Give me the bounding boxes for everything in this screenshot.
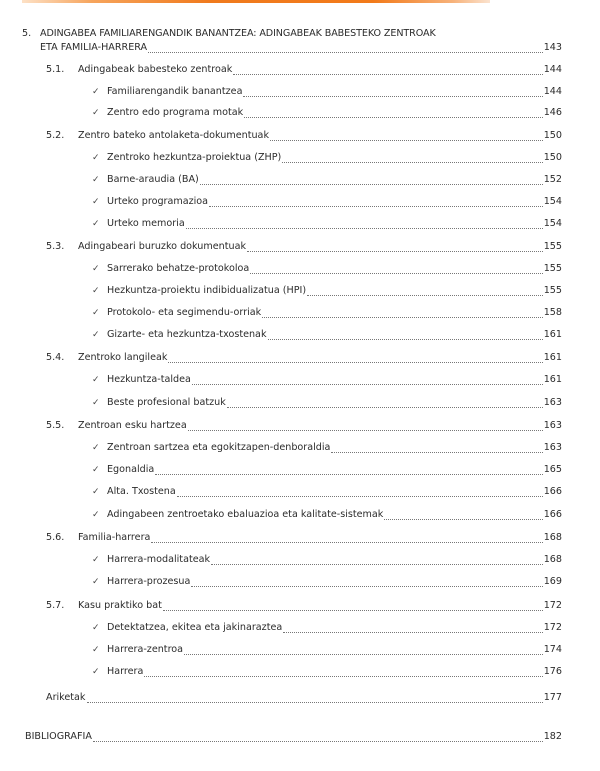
toc-section[interactable] [0,350,600,366]
entry-label: Zentroan sartzea eta egokitzapen-denboraldia [107,442,331,453]
toc-subsection[interactable] [0,552,600,568]
entry-label: Harrera-zentroa [107,644,184,655]
page-number: 165 [543,464,562,475]
entry-label: Egonaldia [107,464,155,475]
page-number: 155 [543,263,562,274]
checkmark-icon: ✓ [92,623,100,633]
entry-label: Zentroan esku hartzea [78,420,187,431]
toc-subsection[interactable] [0,507,600,523]
dot-leader [268,339,543,340]
checkmark-icon: ✓ [92,398,100,408]
page-number: 144 [543,64,562,75]
dot-leader [200,184,543,185]
section-number: 5.7. [46,600,65,611]
toc-section[interactable] [0,598,600,614]
page-number: 174 [543,644,562,655]
checkmark-icon: ✓ [92,510,100,520]
entry-label: Zentro edo programa motak [107,107,244,118]
dot-leader [209,206,543,207]
entry-label: Sarrerako behatze-protokoloa [107,263,250,274]
toc-section[interactable] [0,239,600,255]
dot-leader [186,228,543,229]
page-number: 166 [543,486,562,497]
toc-subsection[interactable] [0,261,600,277]
page-number: 163 [543,397,562,408]
toc-subsection[interactable] [0,283,600,299]
checkmark-icon: ✓ [92,197,100,207]
checkmark-icon: ✓ [92,443,100,453]
checkmark-icon: ✓ [92,308,100,318]
page-number: 158 [543,307,562,318]
page-number: 163 [543,442,562,453]
checkmark-icon: ✓ [92,108,100,118]
page-number: 163 [543,420,562,431]
page-number: 177 [543,692,562,703]
checkmark-icon: ✓ [92,375,100,385]
dot-leader [191,586,542,587]
entry-label: BIBLIOGRAFIA [25,731,92,742]
checkmark-icon: ✓ [92,286,100,296]
chapter-heading-line2[interactable] [0,40,600,56]
checkmark-icon: ✓ [92,645,100,655]
page-number: 154 [543,196,562,207]
dot-leader [144,676,542,677]
toc-subsection[interactable] [0,664,600,680]
entry-label: Adingabeak babesteko zentroak [78,64,233,75]
page-number: 169 [543,576,562,587]
toc-subsection[interactable] [0,462,600,478]
section-number: 5.3. [46,241,65,252]
dot-leader [163,610,543,611]
entry-label: Zentroko hezkuntza-proiektua (ZHP) [107,152,282,163]
entry-label: Zentro bateko antolaketa-dokumentuak [78,130,269,141]
toc-section[interactable] [0,128,600,144]
entry-label: Familiarengandik banantzea [107,86,243,97]
dot-leader [184,654,543,655]
toc-subsection[interactable] [0,105,600,121]
dot-leader [331,452,542,453]
dot-leader [227,407,543,408]
dot-leader [283,632,542,633]
toc-subsection[interactable] [0,172,600,188]
page-number: 144 [543,86,562,97]
toc-subsection[interactable] [0,620,600,636]
dot-leader [148,52,543,53]
page-number: 176 [543,666,562,677]
page-number: 150 [543,130,562,141]
dot-leader [192,384,543,385]
toc-subsection[interactable] [0,395,600,411]
toc-subsection[interactable] [0,642,600,658]
entry-label: Harrera-modalitateak [107,554,211,565]
chapter-title-line2: ETA FAMILIA-HARRERA [40,42,148,53]
dot-leader [270,140,543,141]
checkmark-icon: ✓ [92,330,100,340]
section-number: 5.5. [46,420,65,431]
entry-label: Zentroko langileak [78,352,168,363]
entry-label: Beste profesional batzuk [107,397,226,408]
entry-label: Urteko memoria [107,218,185,229]
dot-leader [250,273,542,274]
page-number: 155 [543,241,562,252]
checkmark-icon: ✓ [92,465,100,475]
page-number: 172 [543,600,562,611]
toc-subsection[interactable] [0,305,600,321]
page-number: 172 [543,622,562,633]
checkmark-icon: ✓ [92,219,100,229]
page-number: 154 [543,218,562,229]
page-number: 143 [543,42,562,53]
checkmark-icon: ✓ [92,87,100,97]
entry-label: Kasu praktiko bat [78,600,162,611]
entry-label: Adingabeen zentroetako ebaluazioa eta kalitate-sistemak [107,509,384,520]
entry-label: Harrera [107,666,144,677]
page-number: 161 [543,374,562,385]
entry-label: Urteko programazioa [107,196,209,207]
dot-leader [93,741,543,742]
toc-subsection[interactable] [0,327,600,343]
toc-entry-bibliography[interactable] [0,729,600,745]
dot-leader [384,519,542,520]
page-number: 166 [543,509,562,520]
page-number: 155 [543,285,562,296]
dot-leader [307,295,543,296]
dot-leader [155,474,542,475]
toc-section[interactable] [0,530,600,546]
toc-entry-exercises[interactable] [0,690,600,706]
entry-label: Adingabeari buruzko dokumentuak [78,241,246,252]
dot-leader [247,251,543,252]
toc-subsection[interactable] [0,84,600,100]
entry-label: Familia-harrera [78,532,151,543]
page-number: 168 [543,532,562,543]
entry-label: Hezkuntza-proiektu indibidualizatua (HPI) [107,285,307,296]
dot-leader [188,430,543,431]
checkmark-icon: ✓ [92,487,100,497]
chapter-title-line1: ADINGABEA FAMILIARENGANDIK BANANTZEA: ADINGABEAK BABESTEKO ZENTROAK [40,28,436,39]
page-number: 161 [543,352,562,363]
checkmark-icon: ✓ [92,667,100,677]
section-number: 5.2. [46,130,65,141]
dot-leader [244,117,543,118]
entry-label: Protokolo- eta segimendu-orriak [107,307,262,318]
toc-subsection[interactable] [0,150,600,166]
toc-subsection[interactable] [0,194,600,210]
chapter-number: 5. [22,28,32,39]
dot-leader [87,702,543,703]
toc-section[interactable] [0,62,600,78]
page-number: 182 [543,731,562,742]
dot-leader [262,317,542,318]
dot-leader [243,96,542,97]
page-number: 161 [543,329,562,340]
dot-leader [282,162,542,163]
entry-label: Alta. Txostena [107,486,176,497]
entry-label: Barne-araudia (BA) [107,174,199,185]
entry-label: Ariketak [46,692,86,703]
dot-leader [211,564,543,565]
checkmark-icon: ✓ [92,153,100,163]
page-number: 152 [543,174,562,185]
section-number: 5.6. [46,532,65,543]
header-accent-bar [22,0,490,3]
checkmark-icon: ✓ [92,264,100,274]
toc-subsection[interactable] [0,372,600,388]
page-number: 168 [543,554,562,565]
section-number: 5.1. [46,64,65,75]
checkmark-icon: ✓ [92,555,100,565]
entry-label: Gizarte- eta hezkuntza-txostenak [107,329,267,340]
toc-subsection[interactable] [0,216,600,232]
checkmark-icon: ✓ [92,175,100,185]
dot-leader [233,74,542,75]
toc-subsection[interactable] [0,484,600,500]
entry-label: Hezkuntza-taldea [107,374,191,385]
dot-leader [168,362,542,363]
dot-leader [151,542,542,543]
section-number: 5.4. [46,352,65,363]
page-number: 150 [543,152,562,163]
entry-label: Harrera-prozesua [107,576,191,587]
toc-subsection[interactable] [0,574,600,590]
toc-section[interactable] [0,418,600,434]
entry-label: Detektatzea, ekitea eta jakinaraztea [107,622,283,633]
page-number: 146 [543,107,562,118]
toc-subsection[interactable] [0,440,600,456]
dot-leader [177,496,543,497]
checkmark-icon: ✓ [92,577,100,587]
